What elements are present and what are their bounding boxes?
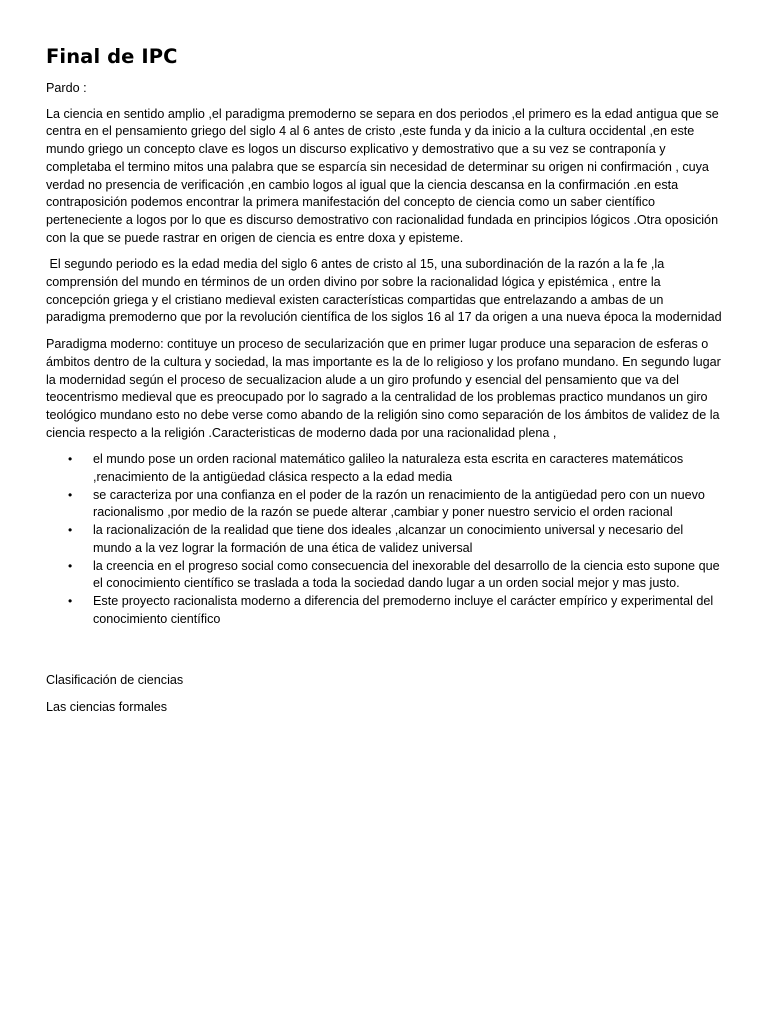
paragraph-edad-media: El segundo periodo es la edad media del siglo 6 antes de cristo al 15, una subordinación de la razón a la fe ,la comprensión del mundo en términos de un orden divino por sobre la racionalidad lógica y epistémica , entre la concepción griega y el cristiano medieval existen características compartidas que entrelazando a ambas de un paradigma premoderno que por la revolución científica de los siglos 16 al 17 da origen a una nueva época la modernidad [46,257,722,325]
paragraph-premoderno-antiguo: La ciencia en sentido amplio ,el paradigma premoderno se separa en dos periodos ,el primero es la edad antigua que se centra en el pensamiento griego del siglo 4 al 6 antes de cristo ,este funda y da inicio a la cultura occidental ,en este mundo griego un concepto clave es logos un discurso explicativo y demostrativo que a su vez se contraponía y completaba el termino mitos una palabra que se esparcía sin necesidad de determinar su origen ni confirmación , cuya verdad no presencia de verificación ,en cambio logos al igual que la ciencia descansa en la confirmación .en esta contraposición podemos encontrar la primera manifestación del concepto de ciencia como un saber científico perteneciente a logos por lo que es discurso demostrativo con racionalidad fundada en principios lógicos .Otra oposición con la que se puede rastrar en origen de ciencia es entre doxa y episteme. [46,106,719,245]
bullet-icon: • [68,593,73,608]
list-item-text: Este proyecto racionalista moderno a diferencia del premoderno incluye el carácter empírico y experimental del conocimiento científico [93,593,714,626]
blank-line [46,637,722,672]
list-item-text: el mundo pose un orden racional matemático galileo la naturaleza esta escrita en caracteres matemáticos ,renacimiento de la antigüedad clásica respecto a la edad media [93,452,684,485]
list-item [46,487,722,522]
document-title: Final de IPC [46,45,178,68]
paragraph-paradigma-moderno: Paradigma moderno: contituye un proceso de secularización que en primer lugar produce una separacion de esferas o ámbitos dentro de la cultura y sociedad, la mas importante es la de lo religioso y los profano mundano. En segundo lugar la modernidad según el proceso de secualizacion alude a un giro profundo y esencial del pensamiento que va del teocentrismo medieval que es preocupado por lo sagrado a la centralidad de los problemas practico mundanos un giro teológico mundano esto no debe verse como abando de la religión sino como separación de los ámbitos de validez de la ciencia respecto a la religión .Caracteristicas de moderno dada por una racionalidad plena , [46,337,721,440]
list-item-text: la racionalización de la realidad que tiene dos ideales ,alcanzar un conocimiento universal y necesario del mundo a la vez lograr la formación de una ética de validez universal [93,523,684,555]
document-page [46,44,722,726]
bullet-icon: • [68,558,73,573]
characteristics-list [46,451,722,628]
bullet-icon: • [68,487,73,502]
list-item-text: se caracteriza por una confianza en el poder de la razón un renacimiento de la antigüedad pero con un nuevo racionalismo ,por medio de la razón se puede alterar ,cambiar y poner nuestro servicio el orden racional [93,487,705,520]
author-label: Pardo : [46,81,87,95]
list-item [46,593,722,628]
section-heading-clasificacion: Clasificación de ciencias [46,673,184,688]
list-item [46,558,722,593]
section-heading-ciencias-formales: Las ciencias formales [46,700,168,715]
list-item [46,522,722,557]
bullet-icon: • [68,452,73,467]
list-item-text: la creencia en el progreso social como consecuencia del inexorable del desarrollo de la ciencia esto supone que el conocimiento científico se traslada a toda la sociedad dando lugar a un orden social mejor y mas justo. [93,558,720,591]
list-item [46,451,722,486]
bullet-icon: • [68,523,73,538]
